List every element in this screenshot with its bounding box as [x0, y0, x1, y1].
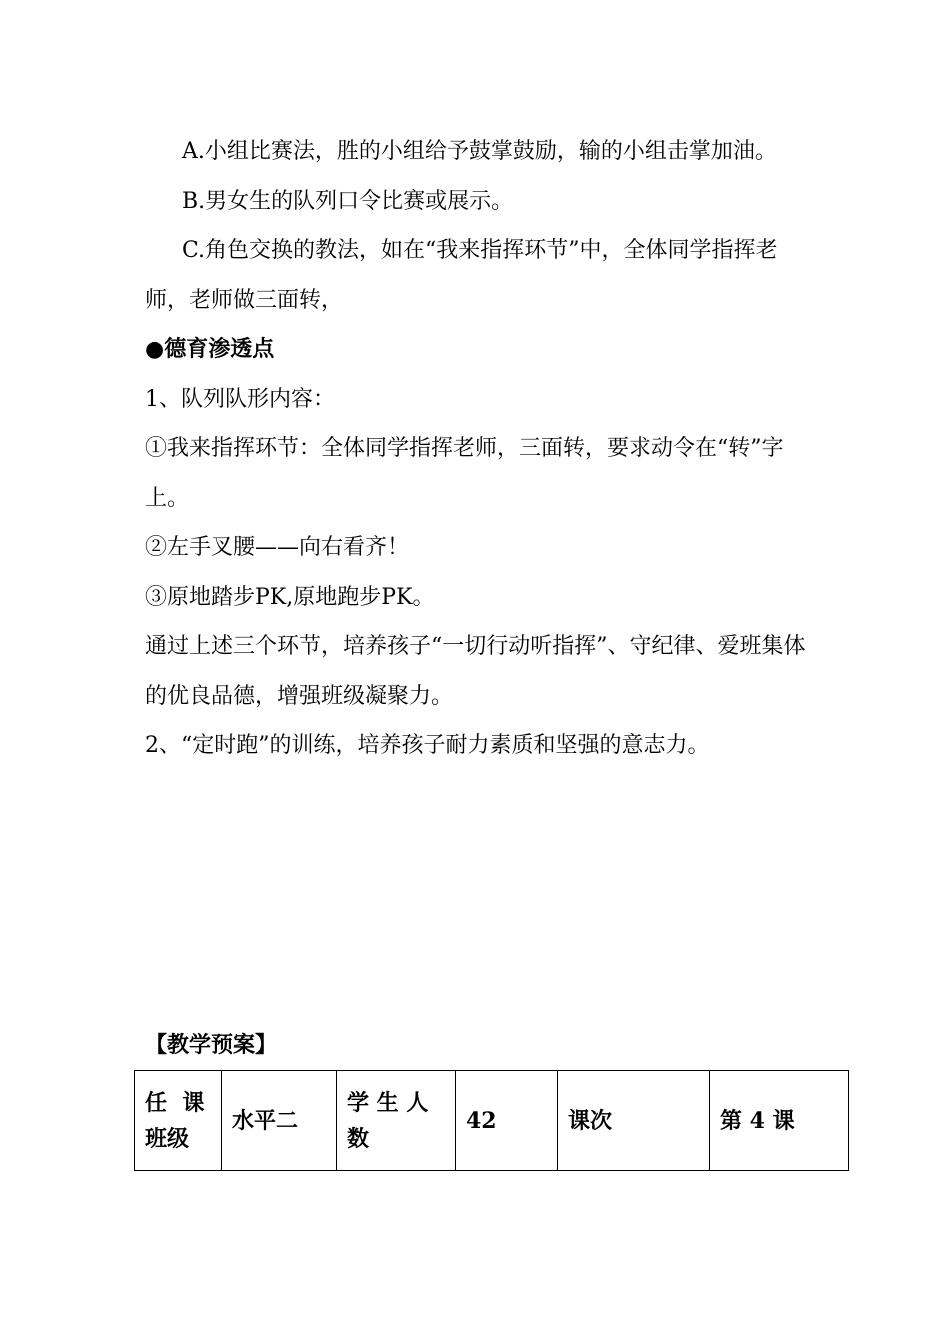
cell-class-label [135, 1071, 222, 1171]
cell-student-count-value: 42 [456, 1071, 558, 1171]
cell-lesson-value: 第 4 课 [710, 1071, 849, 1171]
table-row [135, 1071, 849, 1171]
paragraph-summary: 通过上述三个环节，培养孩子“一切行动听指挥”、守纪律、爱班集体的优良品德，增强班级凝聚力。 [145, 634, 806, 709]
paragraph-subitem-1: ①我来指挥环节：全体同学指挥老师，三面转，要求动令在“转”字上。 [145, 436, 784, 511]
paragraph-method-c: C.角色交换的教法，如在“我来指挥环节”中，全体同学指挥老师，老师做三面转， [145, 238, 778, 313]
teaching-plan-table [134, 1070, 849, 1171]
document-body [145, 127, 810, 771]
paragraph-item-2: 2、“定时跑”的训练，培养孩子耐力素质和坚强的意志力。 [145, 733, 710, 758]
cell-lesson-label: 课次 [558, 1071, 710, 1171]
cell-student-count-label-line2: 数 [347, 1125, 370, 1152]
cell-class-label-line2: 班级 [145, 1125, 190, 1152]
teaching-plan-title: 【教学预案】 [145, 1032, 278, 1058]
paragraph-method-a: A.小组比赛法，胜的小组给予鼓掌鼓励，输的小组击掌加油。 [182, 139, 777, 164]
cell-student-count-label-line1: 学 生 人 [347, 1089, 429, 1116]
paragraph-item-1: 1、队列队形内容： [145, 386, 335, 412]
cell-class-label-line1: 任 课 [145, 1089, 205, 1116]
cell-class-value: 水平二 [222, 1071, 337, 1171]
paragraph-method-b: B.男女生的队列口令比赛或展示。 [182, 188, 514, 214]
section-heading-moral-education: ●德育渗透点 [145, 336, 275, 362]
paragraph-subitem-3: ③原地踏步PK,原地跑步PK。 [145, 584, 435, 610]
paragraph-subitem-2: ②左手叉腰——向右看齐！ [145, 535, 410, 560]
cell-student-count-label [337, 1071, 456, 1171]
